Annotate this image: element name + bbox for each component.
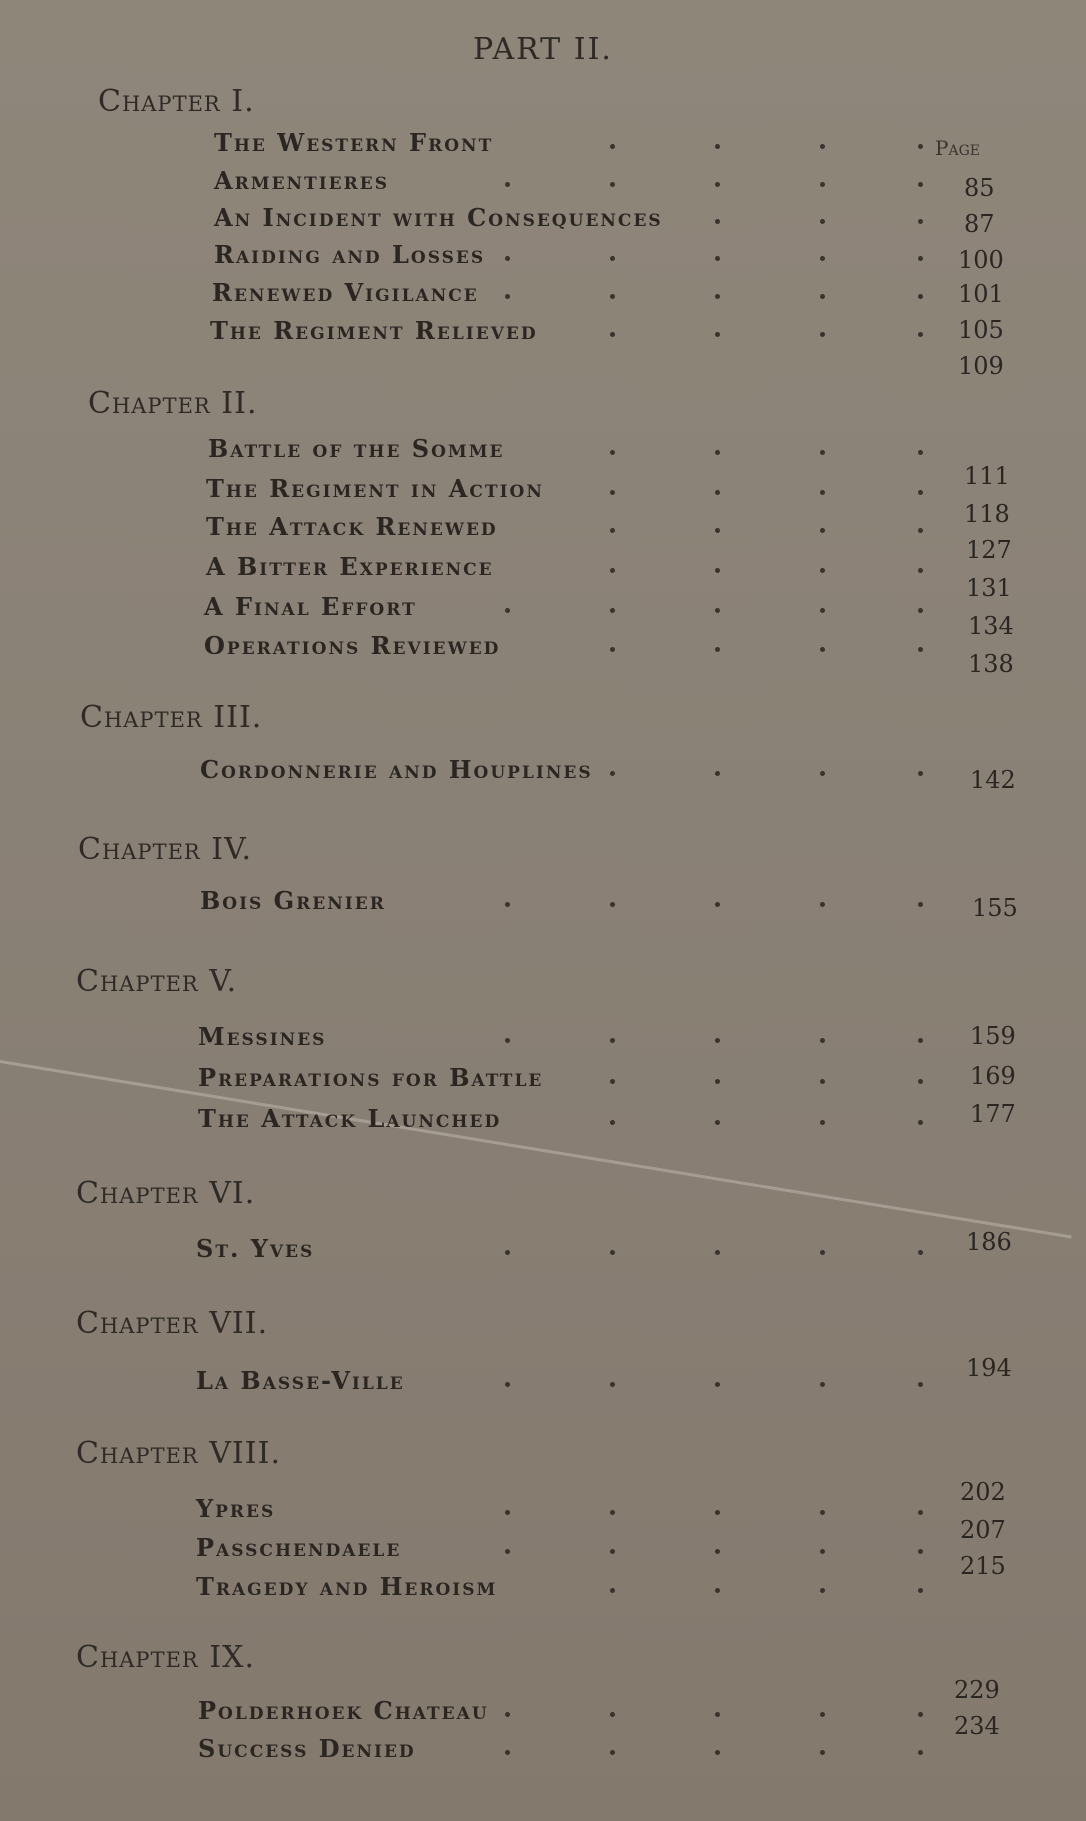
leader-dot — [820, 1382, 825, 1387]
page-number: 118 — [964, 500, 1010, 528]
leader-dot — [715, 294, 720, 299]
leader-dot — [918, 1510, 923, 1515]
page-number: 234 — [954, 1712, 1000, 1740]
leader-dot — [820, 1079, 825, 1084]
leader-dot — [610, 568, 615, 573]
leader-dot — [505, 182, 510, 187]
page-column-label: Page — [935, 136, 980, 160]
leader-dot — [820, 1750, 825, 1755]
leader-dot — [918, 1712, 923, 1717]
toc-entry: Messines — [198, 1022, 327, 1051]
leader-dot — [918, 1079, 923, 1084]
toc-entry: Armentieres — [214, 166, 389, 195]
page-number: 134 — [968, 612, 1014, 640]
leader-dot — [505, 1510, 510, 1515]
leader-dot — [918, 1120, 923, 1125]
leader-dot — [918, 332, 923, 337]
leader-dot — [918, 647, 923, 652]
page-number: 109 — [958, 352, 1004, 380]
leader-dot — [610, 1382, 615, 1387]
leader-dot — [820, 256, 825, 261]
leader-dot — [505, 1750, 510, 1755]
leader-dot — [820, 144, 825, 149]
leader-dot — [820, 1120, 825, 1125]
leader-dot — [820, 1549, 825, 1554]
leader-dot — [918, 450, 923, 455]
leader-dot — [820, 490, 825, 495]
leader-dot — [715, 1250, 720, 1255]
leader-dot — [820, 1038, 825, 1043]
leader-dot — [918, 144, 923, 149]
toc-entry: A Bitter Experience — [206, 552, 494, 581]
leader-dot — [715, 450, 720, 455]
leader-dot — [715, 1038, 720, 1043]
chapter-heading: Chapter III. — [80, 700, 263, 735]
leader-dot — [918, 1038, 923, 1043]
leader-dot — [820, 647, 825, 652]
page-number: 215 — [960, 1552, 1006, 1580]
leader-dot — [918, 528, 923, 533]
chapter-heading: Chapter I. — [98, 84, 255, 119]
toc-entry: Battle of the Somme — [208, 434, 505, 463]
toc-entry: An Incident with Consequences — [214, 203, 663, 232]
toc-entry: The Regiment in Action — [206, 474, 544, 503]
leader-dot — [715, 144, 720, 149]
chapter-heading: Chapter VII. — [76, 1306, 269, 1341]
leader-dot — [610, 1750, 615, 1755]
leader-dot — [505, 1250, 510, 1255]
leader-dot — [610, 144, 615, 149]
toc-entry: Raiding and Losses — [214, 240, 486, 269]
toc-entry: Operations Reviewed — [204, 631, 501, 660]
leader-dot — [715, 256, 720, 261]
leader-dot — [610, 294, 615, 299]
page-number: 159 — [970, 1022, 1016, 1050]
page-number: 186 — [966, 1228, 1012, 1256]
leader-dot — [820, 568, 825, 573]
page-number: 101 — [958, 280, 1004, 308]
toc-entry: La Basse-Ville — [196, 1366, 405, 1395]
leader-dot — [610, 528, 615, 533]
leader-dot — [715, 608, 720, 613]
toc-entry: Tragedy and Heroism — [196, 1572, 498, 1601]
page-number: 111 — [964, 462, 1010, 490]
leader-dot — [505, 902, 510, 907]
leader-dot — [820, 528, 825, 533]
leader-dot — [715, 1549, 720, 1554]
leader-dot — [918, 902, 923, 907]
page-number: 169 — [970, 1062, 1016, 1090]
leader-dot — [918, 1588, 923, 1593]
leader-dot — [918, 490, 923, 495]
leader-dot — [820, 608, 825, 613]
page-number: 85 — [964, 174, 995, 202]
toc-entry: The Regiment Relieved — [210, 316, 538, 345]
leader-dot — [505, 1382, 510, 1387]
page-number: 127 — [966, 536, 1012, 564]
leader-dot — [610, 771, 615, 776]
toc-entry: The Attack Launched — [198, 1104, 502, 1133]
leader-dot — [715, 1750, 720, 1755]
leader-dot — [820, 219, 825, 224]
leader-dot — [918, 1250, 923, 1255]
leader-dot — [610, 450, 615, 455]
leader-dot — [610, 1510, 615, 1515]
chapter-heading: Chapter IV. — [78, 832, 253, 867]
leader-dot — [610, 1549, 615, 1554]
leader-dot — [715, 1120, 720, 1125]
leader-dot — [610, 332, 615, 337]
page-number: 155 — [972, 894, 1018, 922]
page-number: 105 — [958, 316, 1004, 344]
toc-entry: Polderhoek Chateau — [198, 1696, 489, 1725]
toc-entry: The Western Front — [214, 128, 494, 157]
chapter-heading: Chapter VIII. — [76, 1436, 281, 1471]
toc-entry: Renewed Vigilance — [212, 278, 479, 307]
leader-dot — [505, 256, 510, 261]
leader-dot — [918, 219, 923, 224]
page-number: 202 — [960, 1478, 1006, 1506]
chapter-heading: Chapter VI. — [76, 1176, 256, 1211]
leader-dot — [610, 608, 615, 613]
page-number: 142 — [970, 766, 1016, 794]
leader-dot — [610, 1250, 615, 1255]
leader-dot — [820, 902, 825, 907]
leader-dot — [715, 332, 720, 337]
chapter-heading: Chapter IX. — [76, 1640, 255, 1675]
page-number: 131 — [966, 574, 1012, 602]
leader-dot — [610, 647, 615, 652]
leader-dot — [918, 182, 923, 187]
leader-dot — [820, 1588, 825, 1593]
leader-dot — [715, 1712, 720, 1717]
page-number: 87 — [964, 210, 995, 238]
leader-dot — [715, 490, 720, 495]
leader-dot — [715, 771, 720, 776]
leader-dot — [820, 1712, 825, 1717]
leader-dot — [820, 182, 825, 187]
leader-dot — [715, 1079, 720, 1084]
leader-dot — [610, 1079, 615, 1084]
leader-dot — [610, 1038, 615, 1043]
leader-dot — [610, 1120, 615, 1125]
leader-dot — [505, 1038, 510, 1043]
leader-dot — [918, 568, 923, 573]
leader-dot — [918, 1750, 923, 1755]
toc-entry: The Attack Renewed — [206, 512, 498, 541]
leader-dot — [715, 1588, 720, 1593]
chapter-heading: Chapter II. — [88, 386, 258, 421]
leader-dot — [610, 902, 615, 907]
leader-dot — [820, 450, 825, 455]
toc-entry: Bois Grenier — [200, 886, 386, 915]
toc-entry: Passchendaele — [196, 1533, 402, 1562]
leader-dot — [820, 1510, 825, 1515]
page-number: 207 — [960, 1516, 1006, 1544]
toc-entry: Success Denied — [198, 1734, 416, 1763]
leader-dot — [610, 1588, 615, 1593]
leader-dot — [715, 568, 720, 573]
leader-dot — [610, 1712, 615, 1717]
leader-dot — [820, 294, 825, 299]
toc-entry: Preparations for Battle — [198, 1063, 544, 1092]
leader-dot — [715, 647, 720, 652]
page-number: 229 — [954, 1676, 1000, 1704]
leader-dot — [918, 294, 923, 299]
leader-dot — [715, 528, 720, 533]
leader-dot — [505, 608, 510, 613]
leader-dot — [820, 1250, 825, 1255]
leader-dot — [918, 771, 923, 776]
leader-dot — [820, 332, 825, 337]
toc-entry: Ypres — [196, 1494, 276, 1523]
page-number: 177 — [970, 1100, 1016, 1128]
leader-dot — [505, 294, 510, 299]
toc-entry: A Final Effort — [204, 592, 417, 621]
leader-dot — [918, 256, 923, 261]
leader-dot — [610, 490, 615, 495]
leader-dot — [505, 1549, 510, 1554]
leader-dot — [715, 1510, 720, 1515]
chapter-heading: Chapter V. — [76, 964, 238, 999]
page-number: 194 — [966, 1354, 1012, 1382]
leader-dot — [610, 256, 615, 261]
leader-dot — [505, 1712, 510, 1717]
part-title: PART II. — [473, 32, 613, 67]
toc-entry: Cordonnerie and Houplines — [200, 755, 593, 784]
leader-dot — [820, 771, 825, 776]
leader-dot — [918, 608, 923, 613]
leader-dot — [610, 182, 615, 187]
leader-dot — [715, 1382, 720, 1387]
leader-dot — [715, 902, 720, 907]
page-number: 138 — [968, 650, 1014, 678]
leader-dot — [715, 219, 720, 224]
page-number: 100 — [958, 246, 1004, 274]
leader-dot — [918, 1549, 923, 1554]
leader-dot — [918, 1382, 923, 1387]
toc-entry: St. Yves — [196, 1234, 315, 1263]
leader-dot — [715, 182, 720, 187]
